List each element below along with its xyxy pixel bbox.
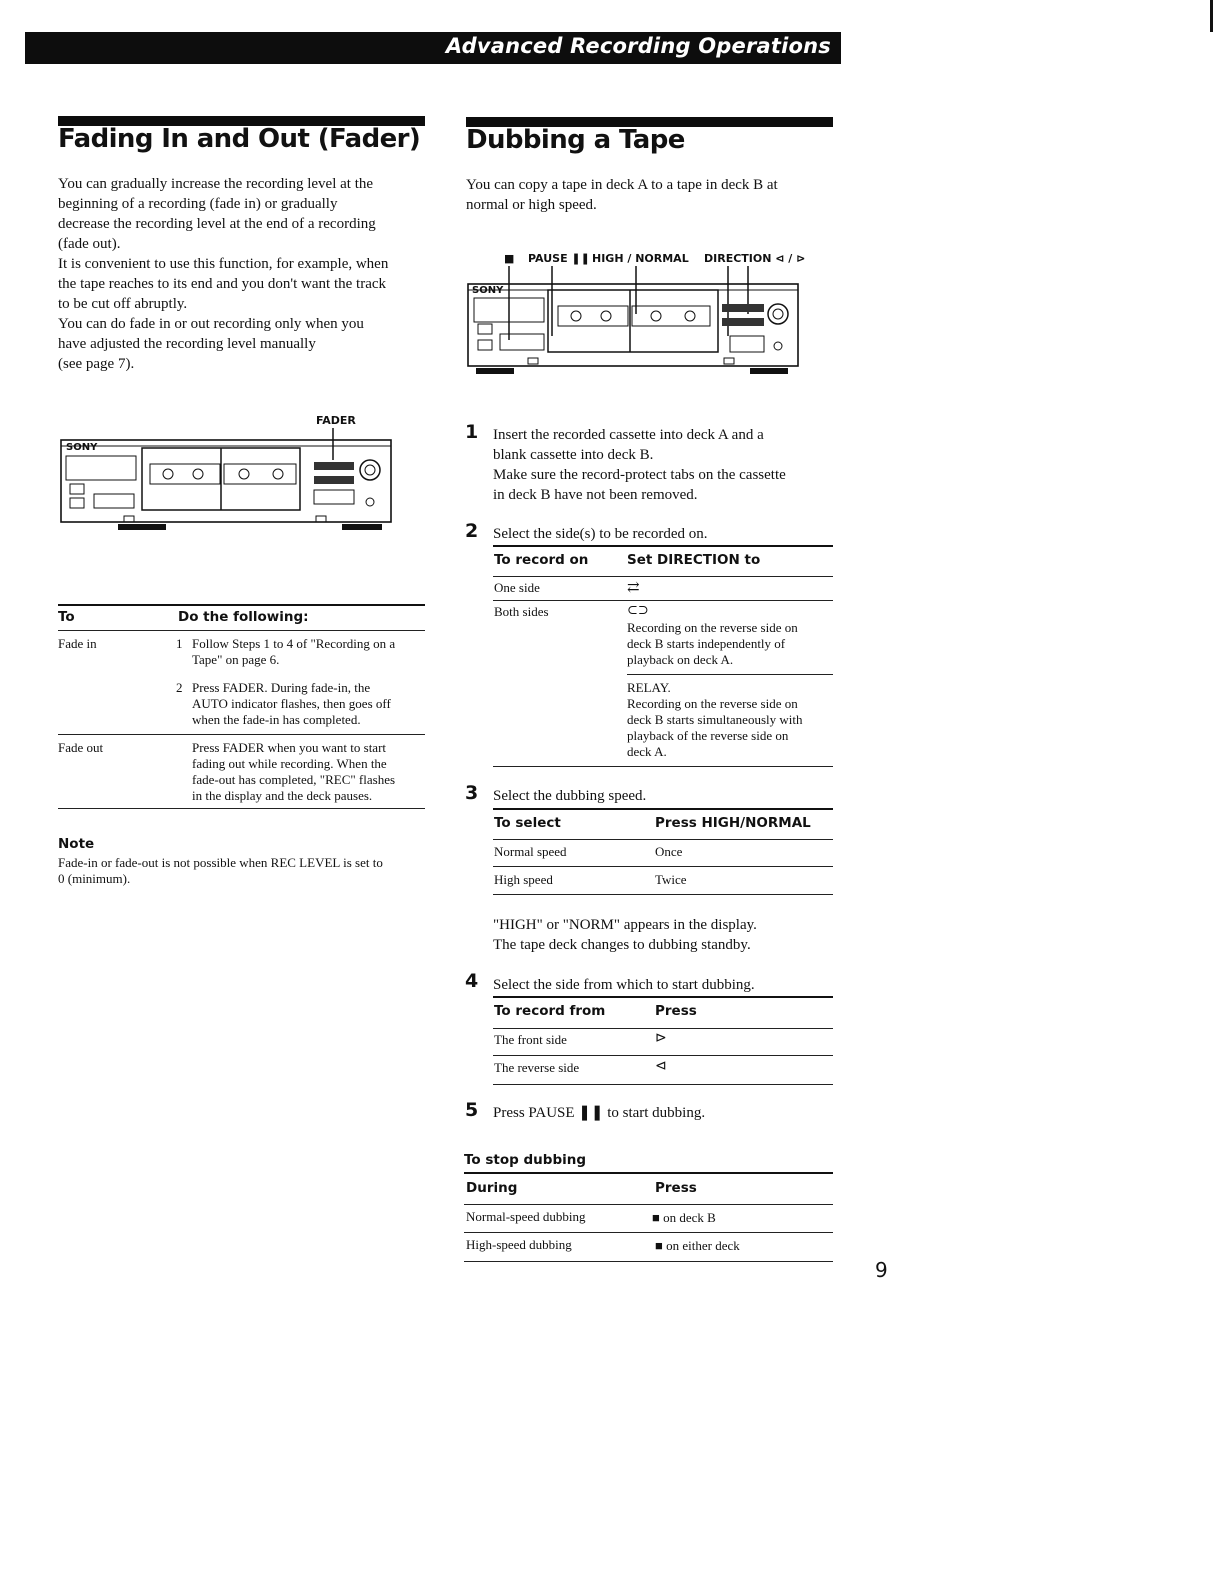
- step-2-relay: [627, 680, 837, 760]
- fader-col-to: To: [58, 609, 75, 625]
- step-5-text: Press PAUSE ❚❚ to start dubbing.: [493, 1105, 706, 1121]
- step-4-col2: Press: [655, 1003, 697, 1019]
- step-1-line: in deck B have not been removed.: [493, 487, 698, 503]
- step-3-table-top-rule: [493, 808, 833, 810]
- section-header-banner: [25, 32, 841, 64]
- note-line: 0 (minimum).: [58, 871, 131, 886]
- step-3-col2: Press HIGH/NORMAL: [655, 815, 811, 831]
- step-1-line: blank cassette into deck B.: [493, 447, 654, 463]
- desc-line: playback of the reverse side on: [627, 728, 789, 743]
- step-2-row2-desc: [627, 620, 837, 668]
- desc-line: Recording on the reverse side on: [627, 696, 798, 711]
- fader-intro-line: (see page 7).: [58, 356, 135, 372]
- fader-intro-line: beginning of a recording (fade in) or gradually: [58, 196, 338, 212]
- direction-label: DIRECTION ⊲ / ⊳: [704, 252, 806, 265]
- fader-fade-out-text: [192, 740, 432, 804]
- sony-logo: SONY: [472, 285, 504, 296]
- step-2-row-rule: [493, 600, 833, 601]
- relay-label: RELAY.: [627, 680, 671, 695]
- fade-out-line: fading out while recording. When the: [192, 756, 387, 771]
- fader-table-bottom-rule: [58, 808, 425, 809]
- step-5-number: 5: [465, 1099, 479, 1121]
- fader-fade-in-step2: [176, 680, 426, 728]
- note-title: Note: [58, 836, 95, 852]
- fader-intro-line: It is convenient to use this function, for example, when: [58, 256, 389, 272]
- step-2-row1-label: One side: [494, 580, 540, 595]
- stop-col1: During: [466, 1180, 518, 1196]
- stop-label: ■: [504, 252, 515, 265]
- fader-fade-in-step1: [176, 636, 426, 668]
- direction-bothsides-icon: ⊂⊃: [627, 602, 649, 617]
- fade-out-line: in the display and the deck pauses.: [192, 788, 373, 803]
- step-num: 1: [176, 636, 183, 651]
- stop-row2-label: High-speed dubbing: [466, 1237, 572, 1252]
- step-3-text: Select the dubbing speed.: [493, 788, 647, 804]
- high-normal-label: HIGH / NORMAL: [592, 252, 689, 265]
- fader-table-row-rule: [58, 734, 425, 735]
- desc-line: deck A.: [627, 744, 667, 759]
- fader-title: Fading In and Out (Fader): [58, 124, 421, 154]
- stop-row-rule: [464, 1232, 833, 1233]
- stop-row2-value: ■ on either deck: [655, 1238, 740, 1253]
- fader-col-do: Do the following:: [178, 609, 309, 625]
- step-3-table-bottom-rule: [493, 894, 833, 895]
- stop-row1-label: Normal-speed dubbing: [466, 1209, 586, 1224]
- step-3-after-line: The tape deck changes to dubbing standby.: [493, 937, 751, 953]
- fader-intro-line: the tape reaches to its end and you don't want the track: [58, 276, 387, 292]
- step-1-text: [493, 425, 843, 505]
- note-line: Fade-in or fade-out is not possible when REC LEVEL is set to: [58, 855, 383, 870]
- pause-label: PAUSE ❚❚: [528, 252, 590, 265]
- step-text: AUTO indicator flashes, then goes off: [192, 696, 391, 711]
- stop-table-bottom-rule: [464, 1261, 833, 1262]
- step-4-table-top-rule: [493, 996, 833, 998]
- fader-intro-line: You can gradually increase the recording level at the: [58, 176, 374, 192]
- fader-intro-line: (fade out).: [58, 236, 121, 252]
- step-4-table-bottom-rule: [493, 1084, 833, 1085]
- note-text: [58, 855, 438, 887]
- step-3-number: 3: [465, 782, 479, 804]
- step-4-col1: To record from: [494, 1003, 606, 1019]
- direction-oneside-icon: ⇄: [627, 580, 640, 596]
- desc-line: Recording on the reverse side on: [627, 620, 798, 635]
- stop-dubbing-title: To stop dubbing: [464, 1152, 587, 1168]
- fader-row-fade-in-label: Fade in: [58, 636, 97, 651]
- section-title: Advanced Recording Operations: [445, 34, 831, 58]
- tape-deck-illustration-fader: [58, 426, 398, 538]
- dubbing-intro: [466, 175, 846, 215]
- step-3-after: [493, 915, 843, 955]
- fader-intro-line: You can do fade in or out recording only when you: [58, 316, 364, 332]
- fader-table-header-rule: [58, 630, 425, 631]
- fade-out-line: Press FADER when you want to start: [192, 740, 387, 755]
- sony-logo: SONY: [66, 442, 98, 453]
- step-1-line: Insert the recorded cassette into deck A and a: [493, 427, 764, 443]
- step-text: Press FADER. During fade-in, the: [192, 680, 371, 695]
- step-num: 2: [176, 680, 183, 695]
- fader-intro: [58, 174, 438, 374]
- fader-row-fade-out-label: Fade out: [58, 740, 104, 755]
- desc-line: deck B starts independently of: [627, 636, 786, 651]
- step-2-row2-label: Both sides: [494, 604, 549, 619]
- step-2-relay-rule: [627, 674, 833, 675]
- play-reverse-icon: ⊲: [655, 1059, 667, 1074]
- fader-intro-line: decrease the recording level at the end of a recording: [58, 216, 376, 232]
- step-1-number: 1: [465, 421, 479, 443]
- step-4-text: Select the side from which to start dubbing.: [493, 977, 755, 993]
- step-2-table-top-rule: [493, 545, 833, 547]
- step-3-col1: To select: [494, 815, 561, 831]
- step-text: Tape" on page 6.: [192, 652, 280, 667]
- fader-table-top-rule: [58, 604, 425, 606]
- page-number: 9: [875, 1258, 888, 1282]
- stop-table-top-rule: [464, 1172, 833, 1174]
- step-4-number: 4: [465, 970, 479, 992]
- dubbing-intro-line: normal or high speed.: [466, 197, 597, 213]
- fader-label: FADER: [316, 414, 356, 427]
- fader-intro-line: have adjusted the recording level manually: [58, 336, 316, 352]
- step-3-row1-label: Normal speed: [494, 844, 567, 859]
- step-2-header-rule: [493, 576, 833, 577]
- step-4-row-rule: [493, 1055, 833, 1056]
- desc-line: playback on deck A.: [627, 652, 734, 667]
- step-2-text: Select the side(s) to be recorded on.: [493, 526, 708, 542]
- stop-col2: Press: [655, 1180, 697, 1196]
- step-2-number: 2: [465, 520, 479, 542]
- step-text: Follow Steps 1 to 4 of "Recording on a: [192, 636, 396, 651]
- step-2-col1: To record on: [494, 552, 589, 568]
- step-3-header-rule: [493, 839, 833, 840]
- dubbing-title: Dubbing a Tape: [466, 125, 685, 155]
- play-forward-icon: ⊳: [655, 1031, 667, 1046]
- step-3-row-rule: [493, 866, 833, 867]
- stop-header-rule: [464, 1204, 833, 1205]
- tape-deck-illustration-dubbing: [466, 266, 806, 381]
- step-1-line: Make sure the record-protect tabs on the cassette: [493, 467, 786, 483]
- step-3-row2-label: High speed: [494, 872, 553, 887]
- stop-row1-value: ■ on deck B: [652, 1210, 716, 1225]
- step-3-row2-value: Twice: [655, 872, 687, 887]
- step-4-header-rule: [493, 1028, 833, 1029]
- step-3-row1-value: Once: [655, 844, 683, 859]
- step-2-table-bottom-rule: [493, 766, 833, 767]
- step-3-after-line: "HIGH" or "NORM" appears in the display.: [493, 917, 757, 933]
- step-4-row2-label: The reverse side: [494, 1060, 580, 1075]
- fader-intro-line: to be cut off abruptly.: [58, 296, 188, 312]
- fade-out-line: fade-out has completed, "REC" flashes: [192, 772, 396, 787]
- desc-line: deck B starts simultaneously with: [627, 712, 803, 727]
- step-text: when the fade-in has completed.: [192, 712, 361, 727]
- dubbing-intro-line: You can copy a tape in deck A to a tape in deck B at: [466, 177, 778, 193]
- step-2-col2: Set DIRECTION to: [627, 552, 761, 568]
- step-4-row1-label: The front side: [494, 1032, 567, 1047]
- edge-mark: [1210, 0, 1213, 32]
